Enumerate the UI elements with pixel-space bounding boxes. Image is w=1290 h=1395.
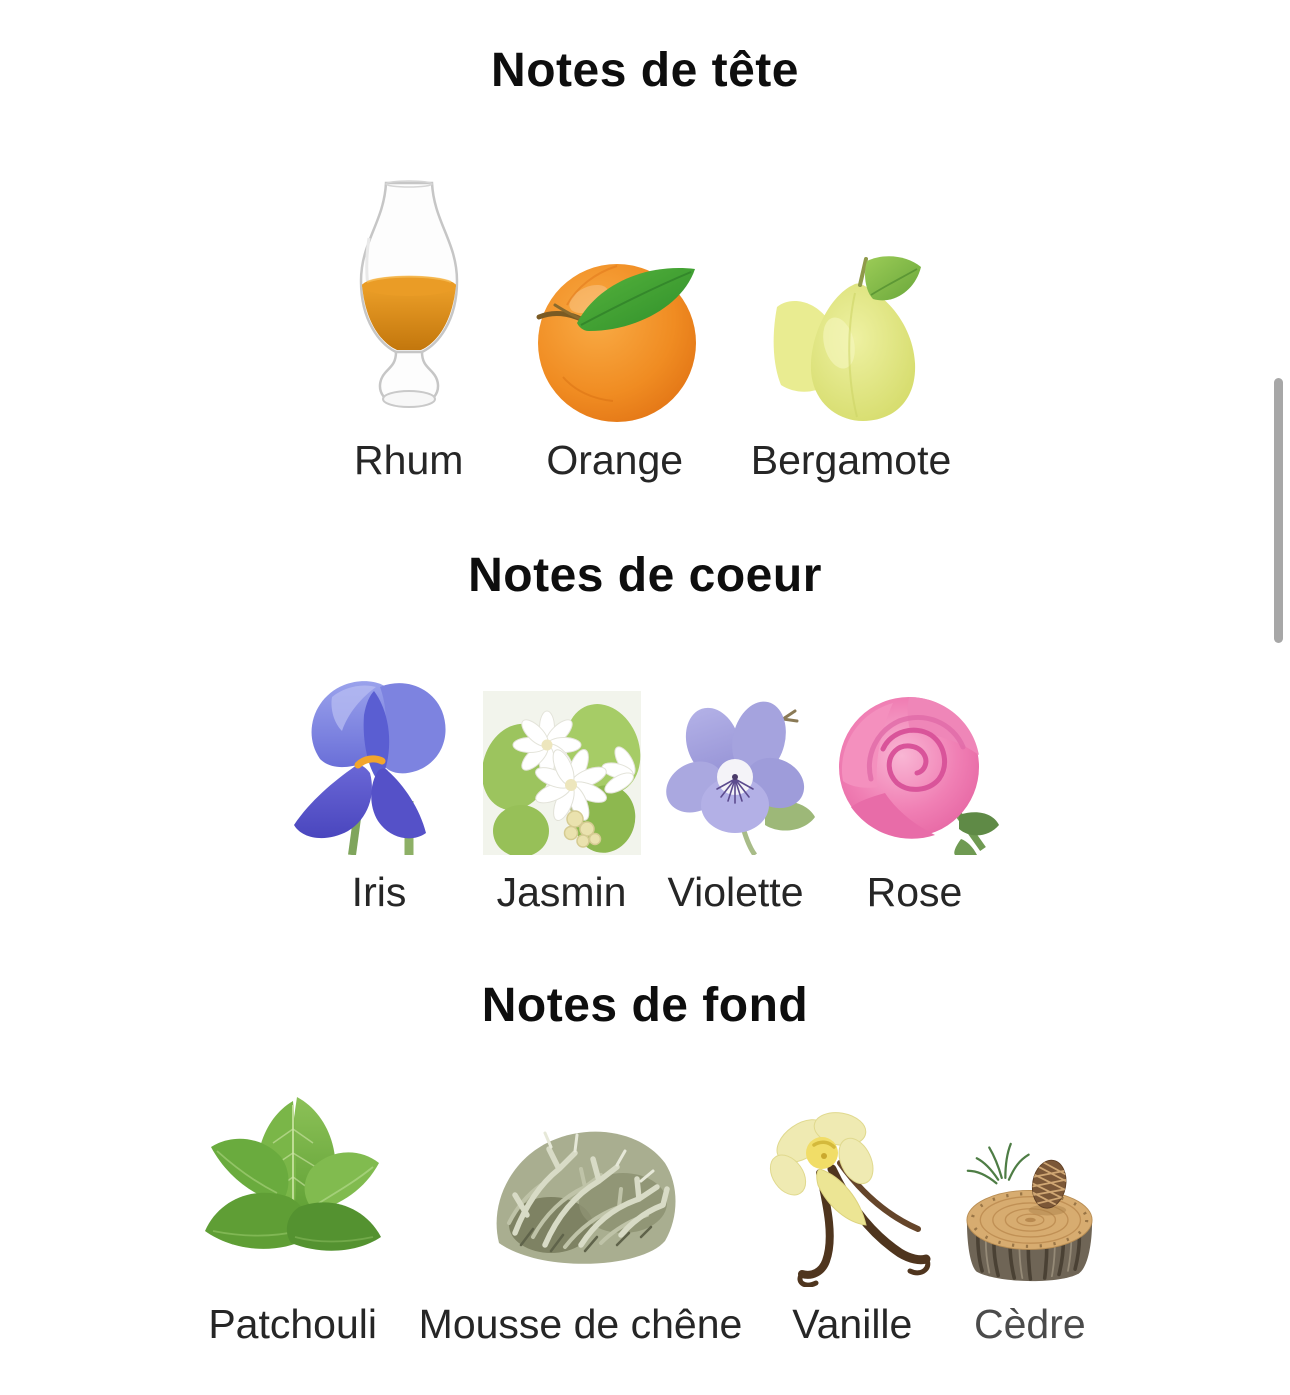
- jasmine-flower-icon: [483, 691, 641, 855]
- note-label-patchouli: Patchouli: [208, 1301, 377, 1347]
- note-label-bergamote: Bergamote: [750, 437, 952, 483]
- note-label-iris: Iris: [351, 869, 407, 915]
- rhum-image-slot: [339, 178, 479, 423]
- jasmin-image-slot: [483, 663, 641, 855]
- note-rose: [831, 663, 999, 917]
- note-label-jasmin: Jasmin: [496, 869, 627, 915]
- base-notes-row: [0, 1087, 1290, 1349]
- note-label-mousse: Mousse de chêne: [418, 1301, 743, 1347]
- note-label-violette: Violette: [667, 869, 804, 915]
- orange-image-slot: [525, 178, 705, 423]
- section-title-base-notes: Notes de fond: [481, 979, 809, 1032]
- heart-notes-row: [0, 663, 1290, 917]
- note-violette: [657, 663, 815, 917]
- note-jasmin: [483, 663, 641, 917]
- note-label-orange: Orange: [546, 437, 684, 483]
- oakmoss-icon: [481, 1095, 681, 1287]
- cedar-log-pinecone-icon: [962, 1135, 1097, 1287]
- rum-glass-icon: [339, 178, 479, 423]
- note-mousse-de-chene: [419, 1087, 743, 1349]
- cedre-image-slot: [962, 1087, 1097, 1287]
- scrollbar-thumb[interactable]: [1274, 378, 1283, 643]
- note-orange: [525, 178, 705, 485]
- section-title-top-notes: Notes de tête: [491, 44, 799, 97]
- note-cedre: [962, 1087, 1097, 1349]
- note-bergamote: [751, 178, 952, 485]
- top-notes-row: [0, 178, 1290, 485]
- note-vanille: [768, 1087, 936, 1349]
- note-patchouli: [193, 1087, 393, 1349]
- note-label-vanille: Vanille: [792, 1301, 913, 1347]
- patchouli-leaves-icon: [193, 1089, 393, 1287]
- note-iris: [292, 663, 467, 917]
- bergamote-image-slot: [767, 178, 935, 423]
- rose-flower-icon: [831, 689, 999, 855]
- note-label-rhum: Rhum: [354, 437, 464, 483]
- note-label-cedre: Cèdre: [973, 1301, 1086, 1347]
- note-label-rose: Rose: [866, 869, 963, 915]
- vanilla-flower-pods-icon: [768, 1111, 936, 1287]
- violette-image-slot: [657, 663, 815, 855]
- vanille-image-slot: [768, 1087, 936, 1287]
- mousse-image-slot: [481, 1087, 681, 1287]
- section-title-heart-notes: Notes de coeur: [468, 549, 822, 602]
- patchouli-image-slot: [193, 1087, 393, 1287]
- bergamot-fruit-icon: [767, 251, 935, 423]
- iris-flower-icon: [292, 663, 467, 855]
- orange-fruit-icon: [525, 227, 705, 423]
- iris-image-slot: [292, 663, 467, 855]
- rose-image-slot: [831, 663, 999, 855]
- note-rhum: [339, 178, 479, 485]
- violet-flower-icon: [657, 691, 815, 855]
